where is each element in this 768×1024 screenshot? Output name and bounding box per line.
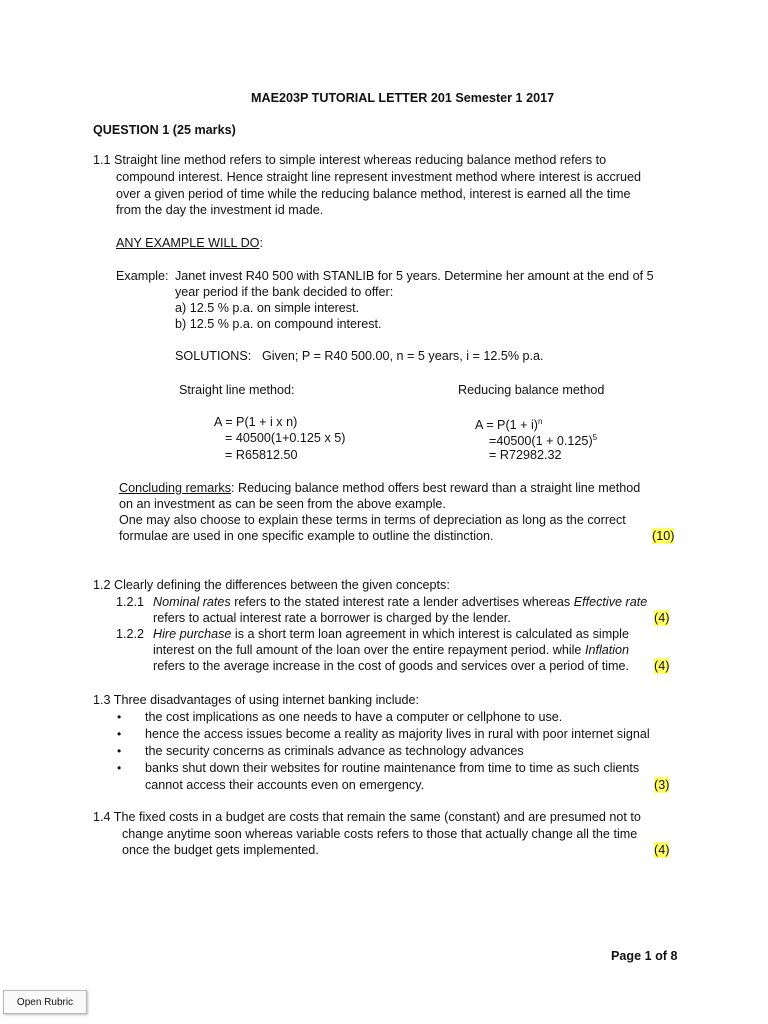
example-label: Example: [116,269,169,283]
q1-3-bullet-3: the security concerns as criminals advance as technology advances [145,744,524,758]
example-line-2: year period if the bank decided to offer: [175,285,394,299]
bullet-icon: • [117,710,122,724]
q1-2-1-number: 1.2.1 [116,595,145,609]
marks-q1-2-2: (4) [654,659,670,673]
q1-2-2-number: 1.2.2 [116,627,145,641]
marks-q1-1: (10) [652,529,675,543]
marks-q1-2-1: (4) [654,611,670,625]
q1-1-line-2: compound interest. Hence straight line represent investment method where interest is accrued [116,170,642,184]
reducing-formula-base: A = P(1 + i) [475,418,538,433]
marks-q1-4: (4) [654,843,670,857]
q1-3-intro: 1.3 Three disadvantages of using internet banking include: [93,693,420,707]
solutions-given: Given; P = R40 500.00, n = 5 years, i = 12.5% p.a. [262,349,544,363]
concluding-line-3: One may also choose to explain these terms in terms of depreciation as long as the correct [119,513,626,527]
straight-line-heading: Straight line method: [179,383,295,397]
q1-2-1-text: refers to the stated interest rate a lender advertises whereas [230,595,574,609]
straight-formula: A = P(1 + i x n) [214,415,298,429]
q1-1-line-4: from the day the investment id made. [116,203,324,217]
q1-2-intro: 1.2 Clearly defining the differences between the given concepts: [93,578,450,592]
reducing-formula-exponent: n [538,417,543,426]
open-rubric-button[interactable]: Open Rubric [3,990,87,1014]
concluding-label: Concluding remarks [119,481,231,495]
example-option-a: a) 12.5 % p.a. on simple interest. [175,301,360,315]
term-nominal-rates: Nominal rates [153,595,231,609]
q1-2-2-line-1 [153,626,629,642]
term-inflation: Inflation [584,643,630,657]
reducing-result: = R72982.32 [489,448,562,462]
reducing-calc-exponent: 5 [592,433,598,442]
q1-4-line-3: once the budget gets implemented. [122,843,319,857]
q1-1-line-1: 1.1 Straight line method refers to simple interest whereas reducing balance method refers to [93,153,607,167]
concluding-line-2: on an investment as can be seen from the above example. [119,497,446,511]
any-example-text: ANY EXAMPLE WILL DO [116,236,260,250]
reducing-calc-base: =40500(1 + 0.125) [489,434,593,449]
q1-2-2-text: is a short term loan agreement in which interest is calculated as simple [231,627,629,641]
example-line-1: Janet invest R40 500 with STANLIB for 5 years. Determine her amount at the end of 5 [175,269,654,283]
straight-calc: = 40500(1+0.125 x 5) [225,431,346,445]
any-example-colon: : [259,236,263,250]
q1-3-bullet-4: banks shut down their websites for routine maintenance from time to time as such clients [145,761,640,775]
any-example-heading [116,235,263,251]
q1-2-2-text-2: interest on the full amount of the loan over the entire repayment period. while [153,643,585,657]
concluding-line-1 [119,480,640,496]
q1-2-2-line-2 [153,642,629,658]
term-hire-purchase: Hire purchase [153,627,232,641]
reducing-balance-heading: Reducing balance method [458,383,605,397]
q1-3-bullet-2: hence the access issues become a reality as majority lives in rural with poor internet signal [145,727,650,741]
marks-q1-3: (3) [654,778,670,792]
q1-4-line-2: change anytime soon whereas variable costs refers to those that actually change all the time [122,827,638,841]
bullet-icon: • [117,744,122,758]
q1-2-1-line-1 [153,594,647,610]
term-effective-rate: Effective rate [573,595,648,609]
q1-2-1-line-2: refers to actual interest rate a borrower is charged by the lender. [153,611,511,625]
q1-3-bullet-1: the cost implications as one needs to have a computer or cellphone to use. [145,710,563,724]
q1-4-line-1: 1.4 The fixed costs in a budget are costs that remain the same (constant) and are presumed not to [93,810,641,824]
q1-2-2-line-3: refers to the average increase in the cost of goods and services over a period of time. [153,659,630,673]
page-number: Page 1 of 8 [611,949,678,963]
straight-result: = R65812.50 [225,448,298,462]
question-heading: QUESTION 1 (25 marks) [93,123,236,137]
example-option-b: b) 12.5 % p.a. on compound interest. [175,317,382,331]
q1-3-bullet-4-cont: cannot access their accounts even on emergency. [145,778,425,792]
q1-1-line-3: over a given period of time while the reducing balance method, interest is earned all the time [116,187,631,201]
concluding-line-4: formulae are used in one specific example to outline the distinction. [119,529,494,543]
bullet-icon: • [117,761,122,775]
bullet-icon: • [117,727,122,741]
solutions-label: SOLUTIONS: [175,349,252,363]
document-title: MAE203P TUTORIAL LETTER 201 Semester 1 2017 [251,91,555,105]
concluding-text: : Reducing balance method offers best reward than a straight line method [231,481,641,495]
